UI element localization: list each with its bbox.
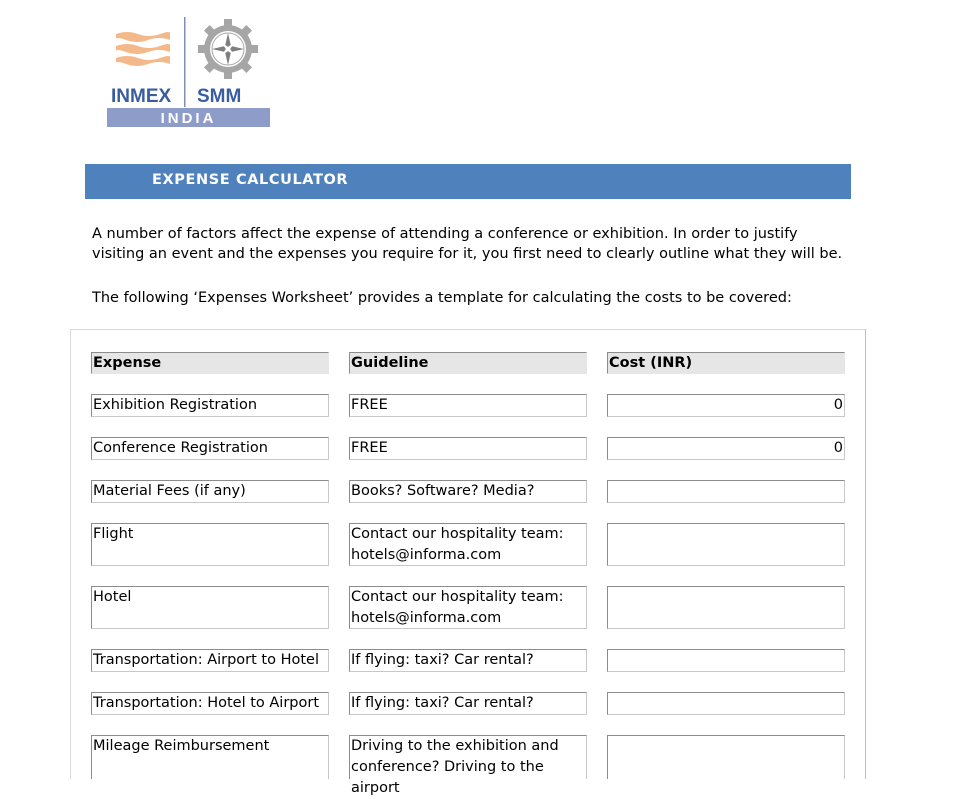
intro-paragraph: A number of factors affect the expense of attending a conference or exhibition. In order to justify visiting an event and the expenses you require for it, you first need to clearly outline what they will be. xyxy=(92,226,843,262)
inmex-smm-india-logo xyxy=(107,17,271,129)
header-cost: Cost (INR) xyxy=(607,352,845,374)
expense-cell: Mileage Reimbursement xyxy=(91,735,329,779)
page-title: EXPENSE CALCULATOR xyxy=(152,172,349,188)
worksheet-border-top xyxy=(70,329,866,330)
cost-input[interactable] xyxy=(607,692,845,715)
expense-cell: Conference Registration xyxy=(91,437,329,460)
logo-graphic xyxy=(107,17,271,129)
cost-input[interactable] xyxy=(607,480,845,503)
title-bar xyxy=(85,164,851,199)
logo-divider xyxy=(184,17,186,107)
expense-cell: Flight xyxy=(91,523,329,566)
expense-cell: Transportation: Airport to Hotel xyxy=(91,649,329,672)
cost-input[interactable]: 0 xyxy=(607,437,845,460)
guideline-cell: Driving to the exhibition and conference? Driving to the airport xyxy=(349,735,587,779)
compass-gear-icon xyxy=(198,19,258,79)
header-guideline: Guideline xyxy=(349,352,587,374)
expense-cell: Hotel xyxy=(91,586,329,629)
cost-input[interactable] xyxy=(607,586,845,629)
worksheet-border-right xyxy=(865,329,866,779)
guideline-cell: Contact our hospitality team: hotels@informa.com xyxy=(349,523,587,566)
guideline-cell: Books? Software? Media? xyxy=(349,480,587,503)
logo-smm-text: SMM xyxy=(197,86,242,107)
logo-inmex-text: INMEX xyxy=(111,86,172,107)
worksheet-description: The following ‘Expenses Worksheet’ provides a template for calculating the costs to be covered: xyxy=(92,290,792,306)
guideline-cell: Contact our hospitality team: hotels@informa.com xyxy=(349,586,587,629)
header-expense: Expense xyxy=(91,352,329,374)
guideline-cell: If flying: taxi? Car rental? xyxy=(349,692,587,715)
expense-cell: Transportation: Hotel to Airport xyxy=(91,692,329,715)
guideline-cell: FREE xyxy=(349,394,587,417)
expense-cell: Material Fees (if any) xyxy=(91,480,329,503)
guideline-cell: If flying: taxi? Car rental? xyxy=(349,649,587,672)
cost-input[interactable] xyxy=(607,735,845,779)
guideline-cell: FREE xyxy=(349,437,587,460)
waves-icon xyxy=(116,32,170,66)
cost-input[interactable] xyxy=(607,649,845,672)
cost-input[interactable] xyxy=(607,523,845,566)
expense-cell: Exhibition Registration xyxy=(91,394,329,417)
logo-india-text: INDIA xyxy=(160,110,217,127)
worksheet-border-left xyxy=(70,329,71,779)
cost-input[interactable]: 0 xyxy=(607,394,845,417)
